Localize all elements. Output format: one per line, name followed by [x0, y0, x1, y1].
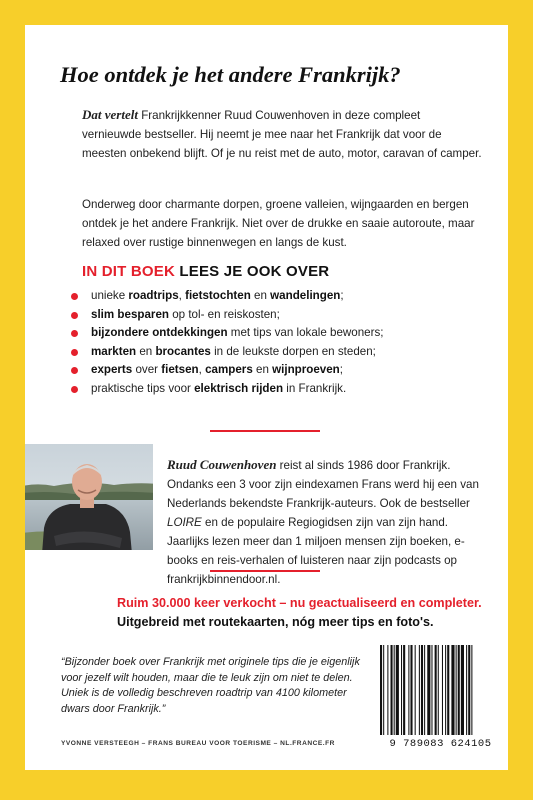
author-bio: Ruud Couwenhoven reist al sinds 1986 door Frankrijk. Ondanks een 3 voor zijn eindexamen Frans werd hij een van Nederlands bekendste Frankrijk-auteurs. Ook de bestseller LOIRE en de populaire Regiogidsen zijn van zijn hand. Jaarlijks lezen meer dan 1 miljoen mensen zijn boeken, e-books en reis-verhalen of luisteren naar zijn podcasts op frankrijkbinnendoor.nl.: [167, 457, 479, 586]
intro-lead: Dat vertelt: [82, 107, 138, 122]
feature-list: [70, 287, 490, 399]
list-item: markten en brocantes in de leukste dorpen en steden;: [70, 343, 490, 362]
red-dot-icon: [71, 386, 78, 393]
section-title-red: IN DIT BOEK: [82, 263, 176, 280]
divider-top: [210, 430, 320, 432]
divider-bottom: [210, 570, 320, 572]
red-dot-icon: [71, 312, 78, 319]
red-dot-icon: [71, 293, 78, 300]
barcode: [378, 645, 503, 750]
intro-rest: Frankrijkkenner Ruud Couwenhoven in deze compleet vernieuwde bestseller. Hij neemt je mee naar het Frankrijk dat voor de meesten onbekend blijft. Of je nu reist met de auto, motor, caravan of camper.: [82, 109, 482, 160]
promo-black: Uitgebreid met routekaarten, nóg meer tips en foto's.: [117, 615, 434, 629]
list-item: praktische tips voor elektrisch rijden in Frankrijk.: [70, 380, 490, 399]
list-item: bijzondere ontdekkingen met tips van lokale bewoners;: [70, 324, 490, 343]
barcode-icon: [378, 645, 503, 737]
red-dot-icon: [71, 330, 78, 337]
isbn-number: 9 789083 624105: [389, 738, 492, 750]
headline: Hoe ontdek je het andere Frankrijk?: [60, 62, 401, 87]
list-item: unieke roadtrips, fietstochten en wandelingen;: [70, 287, 490, 306]
promo-red: Ruim 30.000 keer verkocht – nu geactualiseerd en completer.: [117, 596, 482, 610]
red-dot-icon: [71, 349, 78, 356]
paragraph-2: Onderweg door charmante dorpen, groene valleien, wijngaarden en bergen ontdek je het andere Frankrijk. Niet over de drukke en saaie autoroute, maar relaxed over rustige binnenwegen en langs de kust.: [82, 198, 475, 249]
intro-paragraph: [82, 105, 482, 163]
review-quote: “Bijzonder boek over Frankrijk met originele tips die je eigenlijk voor jezelf wilt houden, maar die te leuk zijn om niet te delen. Uniek is de volledig beschreven roadtrip van 4100 kilometer dwars door Frankrijk.”: [61, 656, 360, 715]
author-name: Ruud Couwenhoven: [167, 457, 277, 472]
red-dot-icon: [71, 367, 78, 374]
section-title: [82, 263, 482, 280]
back-cover: [25, 25, 508, 770]
author-photo: [25, 442, 155, 552]
list-item: experts over fietsen, campers en wijnproeven;: [70, 361, 490, 380]
section-title-black: LEES JE OOK OVER: [175, 263, 330, 280]
list-item: slim besparen op tol- en reiskosten;: [70, 306, 490, 325]
quote-credit: YVONNE VERSTEEGH – FRANS BUREAU VOOR TOERISME – NL.FRANCE.FR: [61, 740, 335, 747]
